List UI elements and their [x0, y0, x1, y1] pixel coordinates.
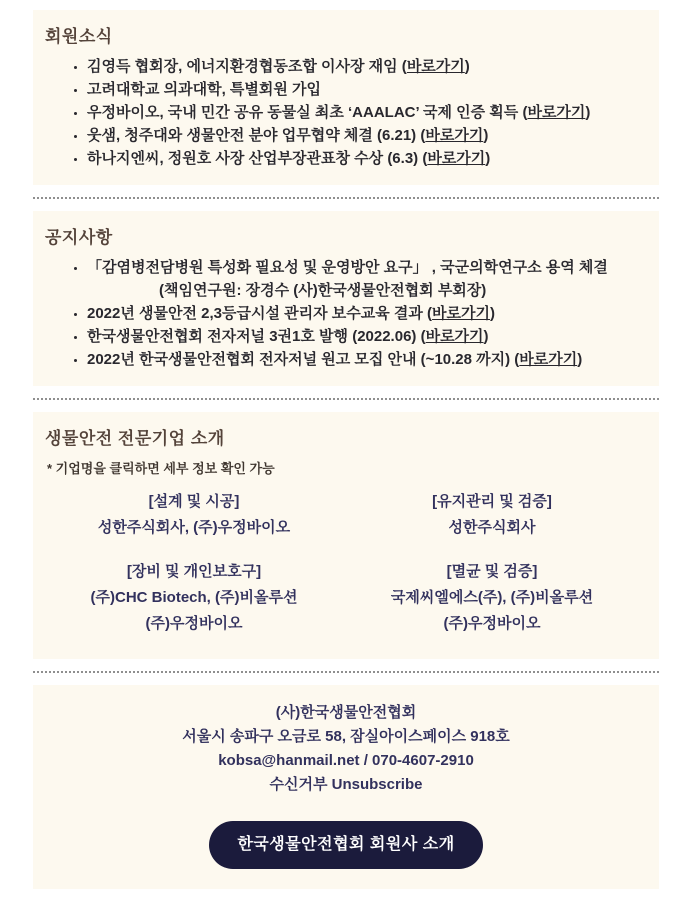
- section-divider: [33, 398, 659, 400]
- company-cell-equipment: [45, 559, 343, 637]
- list-item: [87, 102, 641, 124]
- news-item-suffix: ): [485, 150, 491, 167]
- section-divider: [33, 197, 659, 199]
- go-link[interactable]: 바로가기: [425, 328, 484, 345]
- footer: [33, 685, 659, 889]
- notice-item-text: 한국생물안전협회 전자저널 3권1호 발행 (2022.06) (: [87, 328, 426, 345]
- unsubscribe-link[interactable]: 수신거부 Unsubscribe: [269, 776, 423, 793]
- notice-item-suffix: ): [483, 328, 489, 345]
- section-member-news: [33, 10, 659, 185]
- list-item: [87, 303, 641, 325]
- list-item: [87, 79, 641, 101]
- go-link[interactable]: 바로가기: [406, 58, 465, 75]
- company-category: [설계 및 시공]: [148, 493, 240, 510]
- member-companies-button[interactable]: 한국생물안전협회 회원사 소개: [209, 821, 482, 869]
- member-news-title: 회원소식: [45, 27, 113, 46]
- list-item: [87, 148, 641, 170]
- notice-item-text: 2022년 한국생물안전협회 전자저널 원고 모집 안내 (~10.28 까지) (: [87, 351, 520, 368]
- section-companies: [33, 412, 659, 659]
- companies-note: * 기업명을 클릭하면 세부 정보 확인 가능: [47, 461, 275, 476]
- news-item-text: 우정바이오, 국내 민간 공유 동물실 최초 ‘AAALAC’ 국제 인증 획득 (: [87, 104, 528, 121]
- org-contact: kobsa@hanmail.net / 070-4607-2910: [218, 752, 474, 769]
- org-name: (사)한국생물안전협회: [275, 704, 417, 721]
- notice-item-suffix: ): [577, 351, 583, 368]
- company-grid: [45, 489, 641, 645]
- news-item-text: 웃샘, 청주대와 생물안전 분야 업무협약 체결 (6.21) (: [87, 127, 426, 144]
- notices-list: [45, 257, 641, 371]
- news-item-suffix: ): [464, 58, 470, 75]
- list-item: [87, 125, 641, 147]
- news-item-text: 하나지엔씨, 정원호 사장 산업부장관표창 수상 (6.3) (: [87, 150, 428, 167]
- news-item-text: 고려대학교 의과대학, 특별회원 가입: [87, 81, 322, 98]
- company-category: [멸균 및 검증]: [446, 563, 538, 580]
- company-cell-sterilization: [343, 559, 641, 637]
- news-item-text: 김영득 협회장, 에너지환경협동조합 이사장 재임 (: [87, 58, 407, 75]
- go-link[interactable]: 바로가기: [425, 127, 484, 144]
- list-item: [87, 257, 641, 302]
- member-news-list: [45, 56, 641, 170]
- news-item-suffix: ): [585, 104, 591, 121]
- companies-title: 생물안전 전문기업 소개: [45, 429, 225, 448]
- go-link[interactable]: 바로가기: [527, 104, 586, 121]
- org-address: 서울시 송파구 오금로 58, 잠실아이스페이스 918호: [182, 728, 510, 745]
- company-name-link[interactable]: (주)우정바이오: [443, 615, 541, 632]
- company-cell-maintenance: [343, 489, 641, 541]
- notice-item-subtext: (책임연구원: 장경수 (사)한국생물안전협회 부회장): [159, 282, 487, 299]
- notice-item-text: 2022년 생물안전 2,3등급시설 관리자 보수교육 결과 (: [87, 305, 433, 322]
- company-name-link[interactable]: (주)CHC Biotech, (주)비올루션: [90, 589, 298, 606]
- notices-title: 공지사항: [45, 228, 113, 247]
- list-item: [87, 56, 641, 78]
- section-divider: [33, 671, 659, 673]
- go-link[interactable]: 바로가기: [432, 305, 491, 322]
- notice-item-suffix: ): [490, 305, 496, 322]
- notice-item-text: 「감염병전담병원 특성화 필요성 및 운영방안 요구」 , 국군의학연구소 용역 체결: [87, 259, 608, 276]
- news-item-suffix: ): [483, 127, 489, 144]
- go-link[interactable]: 바로가기: [427, 150, 486, 167]
- company-cell-design: [45, 489, 343, 541]
- section-notices: [33, 211, 659, 386]
- company-name-link[interactable]: 국제씨엘에스(주), (주)비올루션: [390, 589, 594, 606]
- company-name-link[interactable]: 성한주식회사: [448, 519, 536, 536]
- go-link[interactable]: 바로가기: [519, 351, 578, 368]
- company-category: [유지관리 및 검증]: [432, 493, 552, 510]
- company-name-link[interactable]: (주)우정바이오: [145, 615, 243, 632]
- company-category: [장비 및 개인보호구]: [126, 563, 262, 580]
- company-name-link[interactable]: 성한주식회사, (주)우정바이오: [97, 519, 291, 536]
- list-item: [87, 349, 641, 371]
- list-item: [87, 326, 641, 348]
